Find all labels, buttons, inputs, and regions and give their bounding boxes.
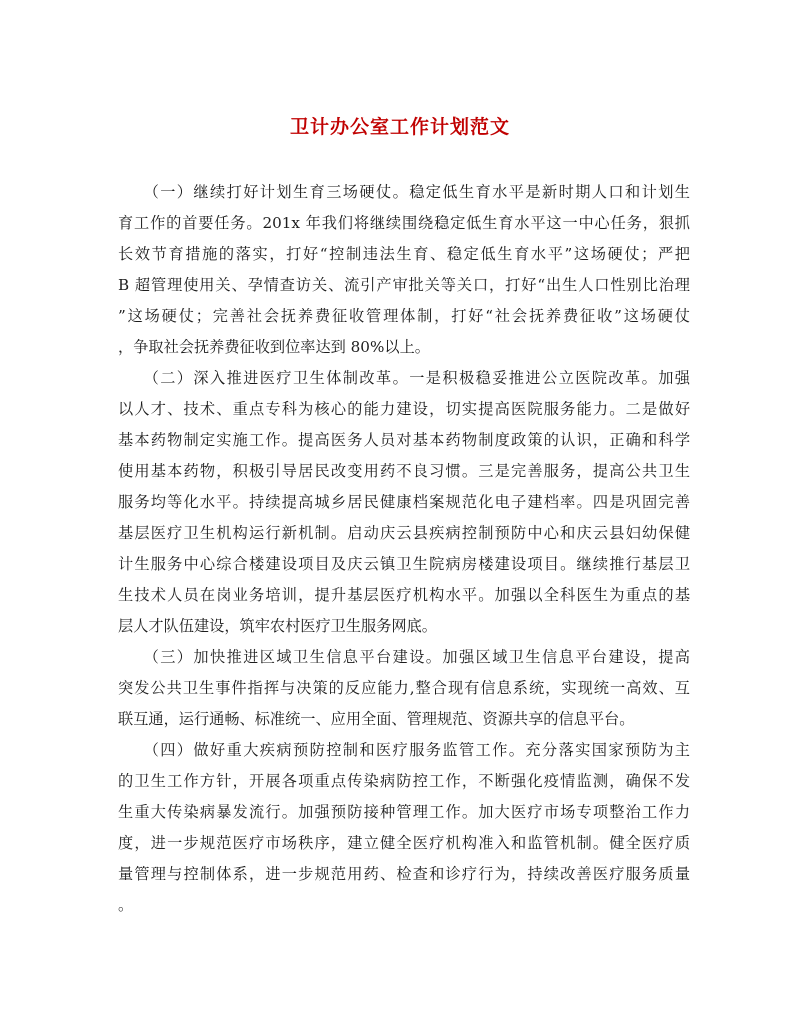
paragraph-line: ”这场硬仗；完善社会抚养费征收管理体制，打好“社会抚养费征收”这场硬仗	[118, 307, 690, 325]
paragraph-line: 度，进一步规范医疗市场秩序，建立健全医疗机构准入和监管机制。健全医疗质	[118, 834, 690, 852]
paragraph-2	[118, 363, 690, 642]
paragraph-line: 生重大传染病暴发流行。加强预防接种管理工作。加大医疗市场专项整治工作力	[118, 803, 690, 821]
paragraph-line: 层人才队伍建设，筑牢农村医疗卫生服务网底。	[118, 617, 437, 635]
paragraph-line: 以人才、技术、重点专科为核心的能力建设，切实提高医院服务能力。二是做好	[118, 400, 690, 418]
paragraph-line: 长效节育措施的落实，打好“控制违法生育、稳定低生育水平”这场硬仗；严把	[118, 245, 690, 263]
document-body	[118, 177, 690, 921]
paragraph-3	[118, 642, 690, 735]
paragraph-line: 育工作的首要任务。201x 年我们将继续围绕稳定低生育水平这一中心任务，狠抓	[118, 214, 690, 232]
paragraph-line: 使用基本药物，积极引导居民改变用药不良习惯。三是完善服务，提高公共卫生	[118, 462, 690, 480]
document-title: 卫计办公室工作计划范文	[289, 116, 510, 138]
paragraph-line: 服务均等化水平。持续提高城乡居民健康档案规范化电子建档率。四是巩固完善	[118, 493, 690, 511]
paragraph-line: 联互通，运行通畅、标准统一、应用全面、管理规范、资源共享的信息平台。	[118, 710, 635, 728]
paragraph-line: 。	[118, 896, 134, 914]
paragraph-line: 的卫生工作方针，开展各项重点传染病防控工作，不断强化疫情监测，确保不发	[118, 772, 690, 790]
paragraph-line: 量管理与控制体系，进一步规范用药、检查和诊疗行为，持续改善医疗服务质量	[118, 865, 690, 883]
paragraph-4	[118, 735, 690, 921]
paragraph-line: B 超管理使用关、孕情查访关、流引产审批关等关口，打好“出生人口性别比治理	[118, 276, 690, 294]
paragraph-line: 生技术人员在岗业务培训，提升基层医疗机构水平。加强以全科医生为重点的基	[118, 586, 690, 604]
paragraph-line: （三）加快推进区域卫生信息平台建设。加强区域卫生信息平台建设，提高	[118, 648, 690, 666]
paragraph-line: （二）深入推进医疗卫生体制改革。一是积极稳妥推进公立医院改革。加强	[118, 369, 690, 387]
paragraph-line: （四）做好重大疾病预防控制和医疗服务监管工作。充分落实国家预防为主	[118, 741, 690, 759]
paragraph-line: 计生服务中心综合楼建设项目及庆云镇卫生院病房楼建设项目。继续推行基层卫	[118, 555, 690, 573]
paragraph-line: ，争取社会抚养费征收到位率达到 80%以上。	[118, 338, 430, 356]
paragraph-line: （一）继续打好计划生育三场硬仗。稳定低生育水平是新时期人口和计划生	[118, 183, 690, 201]
paragraph-line: 突发公共卫生事件指挥与决策的反应能力,整合现有信息系统，实现统一高效、互	[118, 679, 690, 697]
paragraph-line: 基本药物制定实施工作。提高医务人员对基本药物制度政策的认识，正确和科学	[118, 431, 690, 449]
paragraph-1	[118, 177, 690, 363]
paragraph-line: 基层医疗卫生机构运行新机制。启动庆云县疾病控制预防中心和庆云县妇幼保健	[118, 524, 690, 542]
